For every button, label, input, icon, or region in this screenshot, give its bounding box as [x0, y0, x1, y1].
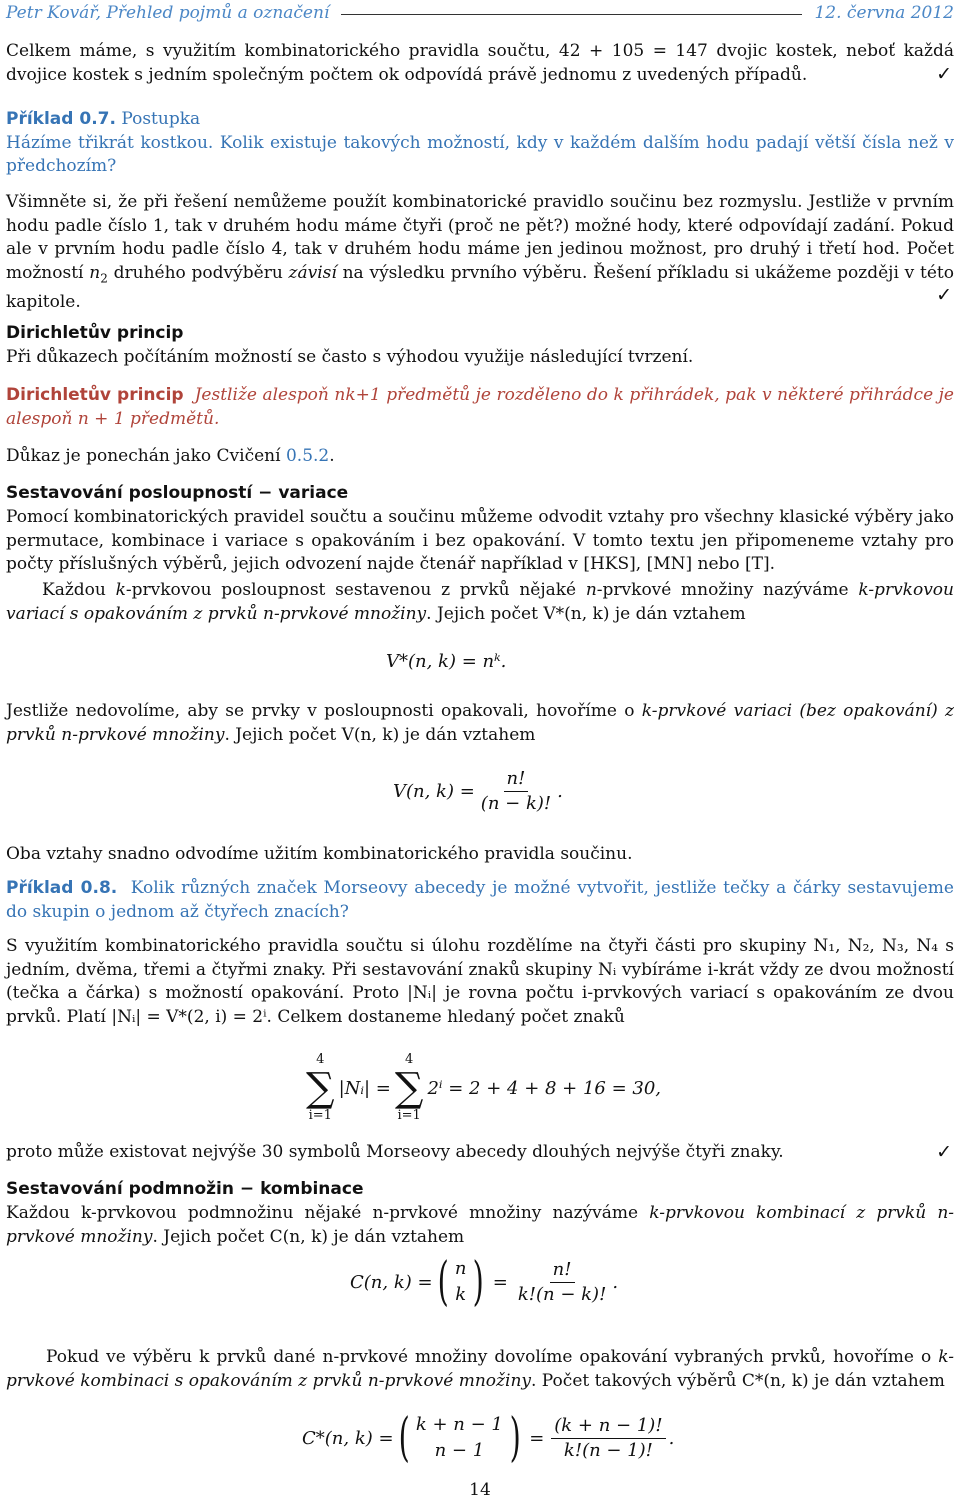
end-mark-icon: ✓: [936, 1141, 952, 1163]
proof-note: Důkaz je ponechán jako Cvičení 0.5.2.: [6, 446, 335, 466]
equation-variations: V(n, k) = $\frac{n!}{(n - k)!}$ .: [393, 768, 563, 814]
equation-combinations: C(n, k) = ( n k ) = $\frac{n!}{k!(n - k)!}$ .: [350, 1252, 619, 1312]
section-variace-heading: Sestavování posloupností − variace: [6, 483, 349, 503]
section-dirichlet: [6, 322, 954, 369]
example-title: Postupka: [121, 109, 201, 129]
end-mark-icon: ✓: [936, 284, 952, 306]
page-number: 14: [469, 1480, 491, 1500]
equation-morse-sum: 4 ∑ i=1 |Nᵢ| = 4 ∑ i=1 2ⁱ = 2 + 4 + 8 + 16 = 30,: [306, 1052, 662, 1123]
example-text: Kolik různých značek Morseovy abecedy je možné vytvořit, jestliže tečky a čárky sestavujeme do skupin o jednom až čtyřech znacích?: [6, 878, 954, 922]
header-rule: [341, 14, 802, 15]
equation-combinations-repetition: C*(n, k) = ( k + n − 1 n − 1 ) = $\frac{(k + n - 1)!}{k!(n - 1)!}$ .: [302, 1408, 675, 1468]
example-text: Házíme třikrát kostkou. Kolik existuje takových možností, kdy v každém dalším hodu padají větší čísla než v předchozím?: [6, 132, 954, 177]
example-0-7: [6, 108, 954, 179]
example-0-8-solution: S využitím kombinatorického pravidla součtu si úlohu rozdělíme na čtyři části pro skupiny N₁, N₂, N₃, N₄ s jedním, dvěma, třemi a čtyřmi znaky. Při sestavování znaků skupiny Nᵢ vybíráme i-krát vždy ze dvou možností (tečka a čárka) s možností opakování. Proto |Nᵢ| je rovna počtu i-prvkových variací s opakováním ze dvou prvků. Platí |Nᵢ| = V*(2, i) = 2ⁱ. Celkem dostaneme hledaný počet znaků: [6, 936, 954, 1027]
theorem-statement: Jestliže alespoň nk+1 předmětů je rozděleno do k přihrádek, pak v některé přihrádce je alespoň n + 1 předmětů.: [6, 385, 954, 429]
example-label: Příklad 0.7.: [6, 109, 116, 129]
paragraph-variace-def: Každou k-prvkovou posloupnost sestavenou z prvků nějaké n-prvkové množiny nazýváme k-prvkovou variací s opakováním z prvků n-prvkové množiny. Jejich počet V*(n, k) je dán vztahem: [6, 580, 954, 624]
example-label: Příklad 0.8.: [6, 878, 118, 898]
paragraph-variace-note: Oba vztahy snadno odvodíme užitím kombinatorického pravidla součinu.: [6, 844, 633, 864]
running-header: [6, 1, 954, 25]
paragraph-variace-intro: Pomocí kombinatorických pravidel součtu a součinu můžeme odvodit vztahy pro všechny klasické výběry jako permutace, kombinace i variace s opakováním i bez opakování. V tomto textu jen připomeneme vztahy pro počty příslušných výběrů, jejich odvození najde čtenář například v [HKS], [MN] nebo [T].: [6, 507, 954, 575]
example-0-8-conclusion: proto může existovat nejvýše 30 symbolů Morseovy abecedy dlouhých nejvýše čtyři znaky.: [6, 1142, 784, 1162]
equation-variations-repetition: V*(n, k) = nᵏ.: [386, 651, 507, 672]
paragraph-dice-count: Celkem máme, s využitím kombinatorického pravidla součtu, 42 + 105 = 147 dvojic kostek, neboť každá dvojice kostek s jedním společným počtem ok odpovídá právě jednomu z uvedených případů.: [6, 41, 954, 85]
header-date: 12. června 2012: [814, 3, 954, 23]
example-0-8: [6, 877, 954, 924]
section-intro: Při důkazech počítáním možností se často s výhodou využije následující tvrzení.: [6, 346, 694, 367]
paragraph-kombinace-def: Každou k-prvkovou podmnožinu nějaké n-prvkové množiny nazýváme k-prvkovou kombinací z prvků n-prvkové množiny. Jejich počet C(n, k) je dán vztahem: [6, 1203, 955, 1247]
theorem-dirichlet: [6, 384, 954, 431]
end-mark-icon: ✓: [936, 63, 952, 85]
paragraph-kombinace-reps: Pokud ve výběru k prvků dané n-prvkové množiny dovolíme opakování vybraných prvků, hovoříme o k-prvkové kombinaci s opakováním z prvků n-prvkové množiny. Počet takových výběrů C*(n, k) je dán vztahem: [6, 1347, 954, 1391]
section-kombinace-heading: Sestavování podmnožin − kombinace: [6, 1179, 364, 1199]
paragraph-solution-note: Všimněte si, že při řešení nemůžeme použít kombinatorické pravidlo součinu bez rozmyslu. Jestliže v prvním hodu padle číslo 1, tak v druhém hodu máme čtyři (proč ne pět?) možné hody, které odpovídají zadání. Pokud ale v prvním hodu padle číslo 4, tak v druhém hodu máme jen jedinou možnost, pro druhý i třetí hod. Počet možností $n_2$ druhého podvýběru závisí na výsledku prvního výběru. Řešení příkladu si ukážeme později v této kapitole.: [6, 192, 954, 312]
header-author-title: Petr Kovář, Přehled pojmů a označení: [6, 3, 330, 23]
theorem-label: Dirichletův princip: [6, 385, 184, 405]
paragraph-variace-noreps: Jestliže nedovolíme, aby se prvky v posloupnosti opakovali, hovoříme o k-prvkové variaci (bez opakování) z prvků n-prvkové množiny. Jejich počet V(n, k) je dán vztahem: [6, 701, 954, 745]
exercise-link[interactable]: 0.5.2: [285, 446, 330, 466]
section-heading: Dirichletův princip: [6, 323, 184, 343]
